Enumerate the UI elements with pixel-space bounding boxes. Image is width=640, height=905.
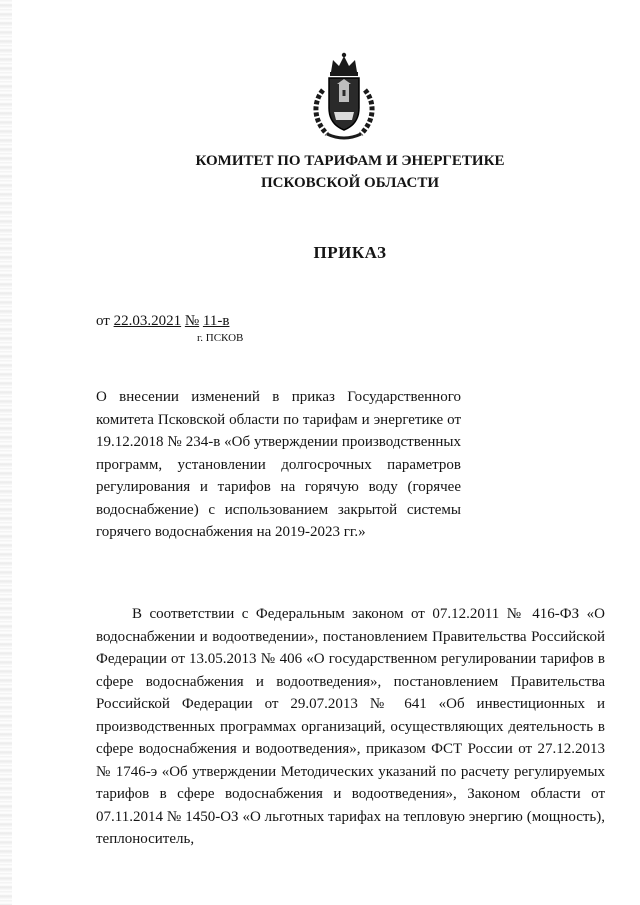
- order-number-label: №: [184, 313, 200, 329]
- order-subject: О внесении изменений в приказ Государственного комитета Псковской области по тарифам и энергетике от 19.12.2018 № 234-в «Об утверждении производственных программ, установлении долгосрочных параметров регулирования и тарифов на горячую воду (горячее водоснабжение) с использованием закрытой системы горячего водоснабжения на 2019-2023 гг.»: [96, 389, 461, 540]
- organization-name-line1: КОМИТЕТ ПО ТАРИФАМ И ЭНЕРГЕТИКЕ: [195, 153, 505, 169]
- order-city: г. ПСКОВ: [197, 332, 244, 344]
- order-date-number: [96, 313, 229, 330]
- organization-name: [120, 150, 580, 194]
- order-date-prefix: от: [96, 313, 110, 329]
- pskov-region-coat-of-arms-icon: [309, 50, 379, 142]
- order-date: 22.03.2021: [113, 313, 182, 329]
- organization-name-line2: ПСКОВСКОЙ ОБЛАСТИ: [260, 175, 440, 191]
- order-number: 11-в: [202, 313, 230, 329]
- scan-edge: [0, 0, 12, 905]
- order-body-paragraph: В соответствии с Федеральным законом от 07.12.2011 № 416-ФЗ «О водоснабжении и водоотведении», постановлением Правительства Российской Федерации от 13.05.2013 № 406 «О государственном регулировании тарифов в сфере водоснабжения и водоотведения», постановлением Правительства Российской Федерации от 29.07.2013 № 641 «Об инвестиционных и производственных программах организаций, осуществляющих деятельность в сфере водоснабжения и водоотведения», приказом ФСТ России от 27.12.2013 № 1746-э «Об утверждении Методических указаний по расчету регулируемых тарифов в сфере водоснабжения и водоотведения», Законом области от 07.11.2014 № 1450-ОЗ «О льготных тарифах на тепловую энергию (мощность), теплоноситель,: [96, 606, 605, 847]
- document-title: ПРИКАЗ: [313, 243, 387, 262]
